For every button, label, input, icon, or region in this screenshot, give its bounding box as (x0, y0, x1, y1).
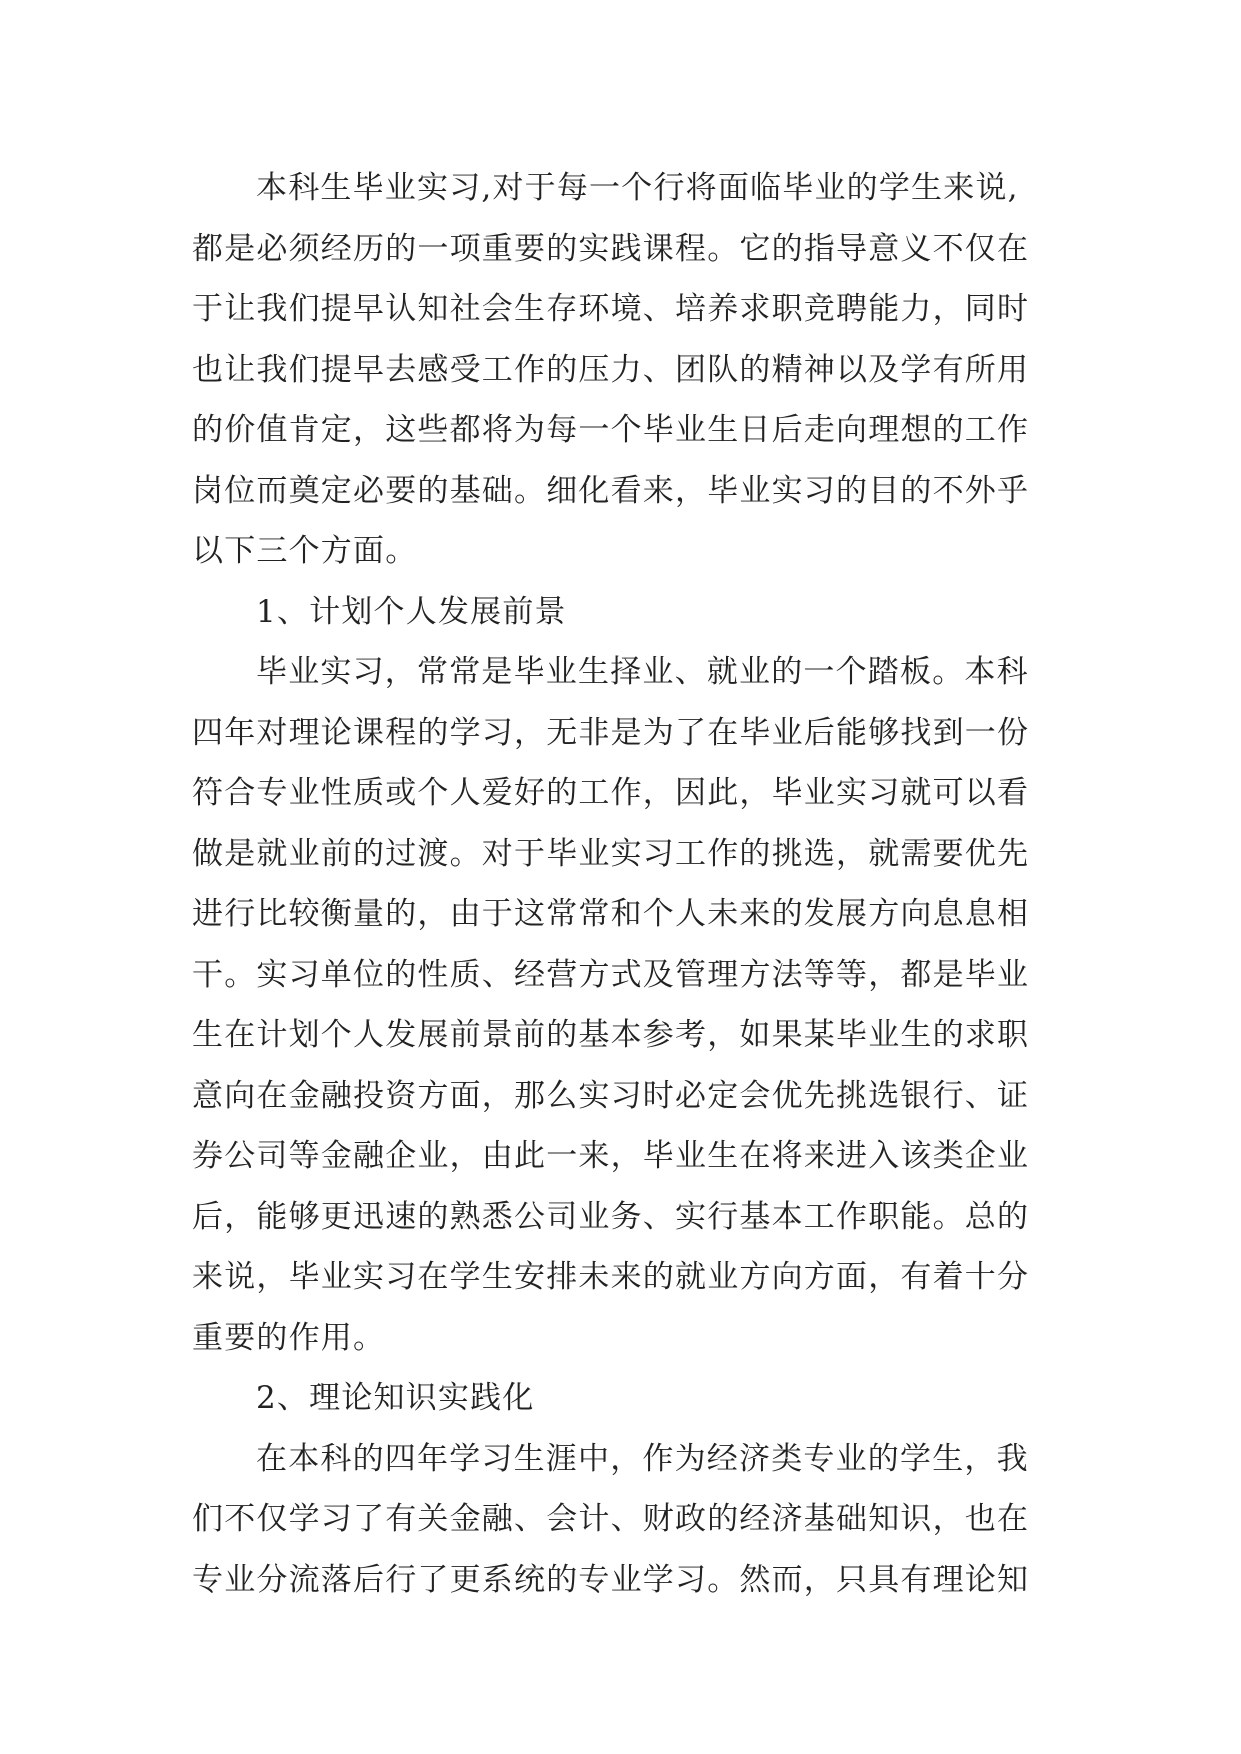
paragraph-3-line-3: 专业分流落后行了更系统的专业学习。然而，只具有理论知 (192, 1561, 1030, 1598)
paragraph-2-line-3: 符合专业性质或个人爱好的工作，因此，毕业实习就可以看 (192, 775, 1030, 811)
paragraph-2-line-6: 干。实习单位的性质、经营方式及管理方法等等，都是毕业 (192, 956, 1030, 993)
paragraph-2-line-7: 生在计划个人发展前景前的基本参考，如果某毕业生的求职 (192, 1017, 1030, 1053)
paragraph-1-line-2: 都是必须经历的一项重要的实践课程。它的指导意义不仅在 (192, 230, 1030, 267)
paragraph-1-line-3: 于让我们提早认知社会生存环境、培养求职竞聘能力，同时 (192, 291, 1030, 327)
paragraph-2-line-5: 进行比较衡量的，由于这常常和个人未来的发展方向息息相 (192, 896, 1030, 932)
paragraph-1-line-1: 本科生毕业实习,对于每一个行将面临毕业的学生来说, (256, 170, 1019, 206)
paragraph-2-line-2: 四年对理论课程的学习，无非是为了在毕业后能够找到一份 (192, 714, 1030, 751)
paragraph-2-line-4: 做是就业前的过渡。对于毕业实习工作的挑选，就需要优先 (192, 835, 1030, 872)
paragraph-3-line-2: 们不仅学习了有关金融、会计、财政的经济基础知识，也在 (192, 1501, 1030, 1537)
paragraph-2-line-9: 券公司等金融企业，由此一来，毕业生在将来进入该类企业 (192, 1138, 1030, 1174)
paragraph-2-line-10: 后，能够更迅速的熟悉公司业务、实行基本工作职能。总的 (192, 1198, 1030, 1235)
paragraph-2-line-12: 重要的作用。 (192, 1319, 386, 1356)
paragraph-1-line-7: 以下三个方面。 (192, 533, 418, 569)
paragraph-2-line-8: 意向在金融投资方面，那么实习时必定会优先挑选银行、证 (192, 1077, 1030, 1114)
paragraph-2-line-1: 毕业实习，常常是毕业生择业、就业的一个踏板。本科 (256, 654, 1029, 690)
section-heading-2: 2、理论知识实践化 (256, 1380, 535, 1416)
section-heading-1: 1、计划个人发展前景 (256, 593, 567, 630)
paragraph-1-line-6: 岗位而奠定必要的基础。细化看来，毕业实习的目的不外乎 (192, 472, 1030, 509)
body-text (192, 158, 1092, 1610)
paragraph-2-line-11: 来说，毕业实习在学生安排未来的就业方向方面，有着十分 (192, 1259, 1030, 1295)
paragraph-3-line-1: 在本科的四年学习生涯中，作为经济类专业的学生，我 (256, 1440, 1029, 1477)
paragraph-1-line-5: 的价值肯定，这些都将为每一个毕业生日后走向理想的工作 (192, 412, 1030, 448)
paragraph-1-line-4: 也让我们提早去感受工作的压力、团队的精神以及学有所用 (192, 351, 1030, 388)
